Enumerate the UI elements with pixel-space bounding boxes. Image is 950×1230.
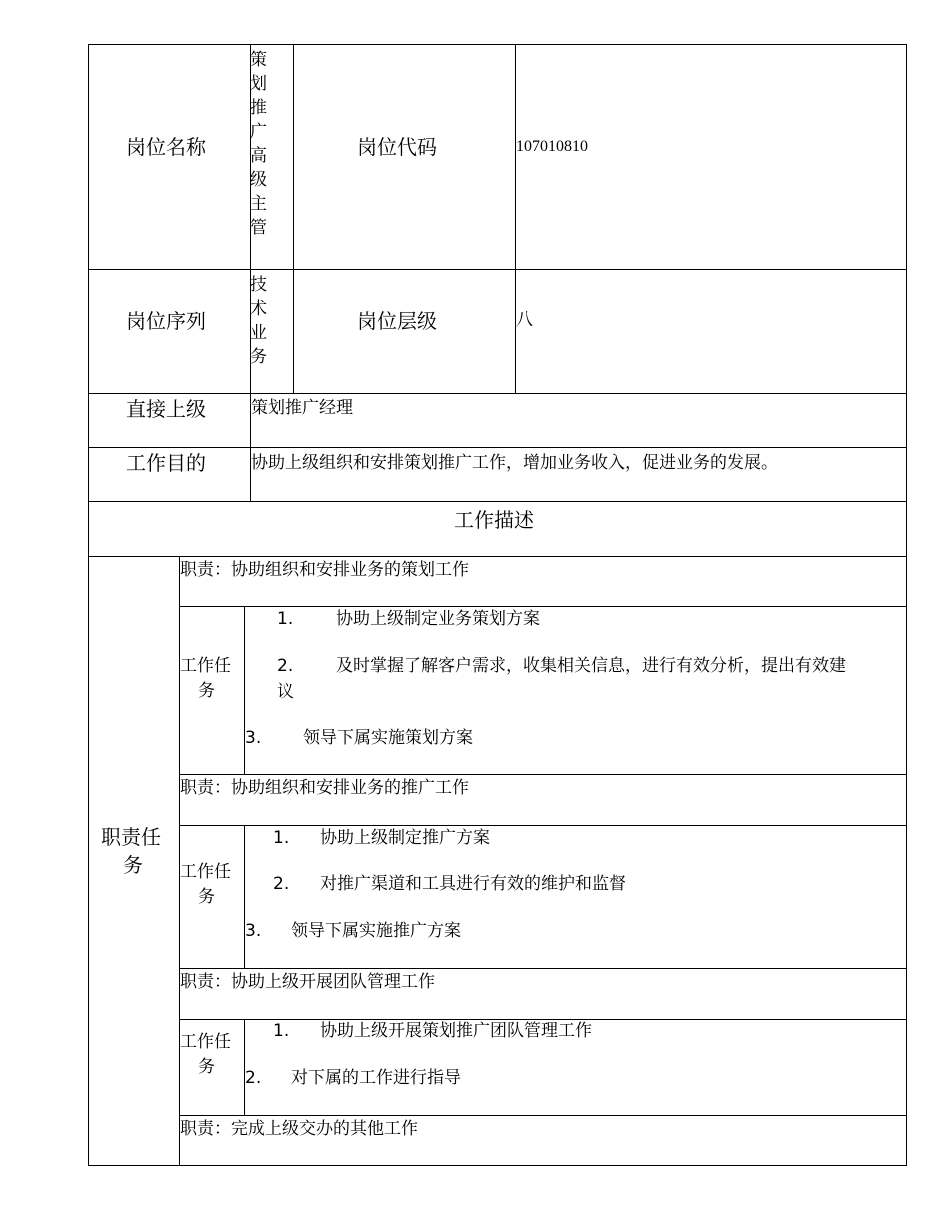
task-3-2: 对下属的工作进行指导 [291,1068,461,1088]
post-name-label: 岗位名称 [126,135,206,159]
row-divider [179,968,907,969]
row-divider [88,269,907,270]
row-divider [88,393,907,394]
purpose-label: 工作目的 [126,451,206,475]
superior-label: 直接上级 [126,397,206,421]
row-divider [88,556,907,557]
post-level-value: 八 [516,310,533,330]
row-divider [179,825,907,826]
purpose-value: 协助上级组织和安排策划推广工作，增加业务收入，促进业务的发展。 [251,453,778,473]
row-divider [88,501,907,502]
row-divider [179,774,907,775]
task-label-2b: 务 [198,887,215,907]
duty-3: 职责：协助上级开展团队管理工作 [180,972,435,992]
task-1-3: 领导下属实施策划方案 [303,728,473,748]
col-divider [244,825,245,969]
task-2-1-num: 1. [273,828,290,848]
task-1-2-cont: 议 [277,682,294,702]
task-2-2: 对推广渠道和工具进行有效的维护和监督 [320,874,626,894]
col-divider [293,44,294,394]
duty-2: 职责：协助组织和安排业务的推广工作 [180,778,469,798]
task-label-1: 工作任 [180,656,231,676]
task-1-2: 及时掌握了解客户需求，收集相关信息，进行有效分析，提出有效建 [336,656,846,676]
post-level-label: 岗位层级 [357,309,437,333]
col-divider [244,606,245,775]
col-divider [179,556,180,1166]
task-2-2-num: 2. [273,874,290,894]
task-3-2-num: 2. [245,1068,262,1088]
row-divider [179,1019,907,1020]
duty-4: 职责：完成上级交办的其他工作 [180,1119,418,1139]
task-label-2: 工作任 [180,862,231,882]
row-divider [179,1115,907,1116]
col-divider [515,44,516,394]
border-left [88,44,89,1166]
task-3-1: 协助上级开展策划推广团队管理工作 [320,1021,592,1041]
duty-side-label: 职责任 [101,825,161,849]
task-1-2-num: 2. [277,656,294,676]
task-2-3-num: 3. [245,921,262,941]
description-title: 工作描述 [454,508,534,532]
duty-1: 职责：协助组织和安排业务的策划工作 [180,560,469,580]
border-right [906,44,907,1166]
task-2-1: 协助上级制定推广方案 [320,828,490,848]
task-3-1-num: 1. [273,1021,290,1041]
row-divider [88,447,907,448]
task-2-3: 领导下属实施推广方案 [291,921,461,941]
border-top [88,44,907,45]
post-code-value: 107010810 [516,138,588,155]
post-series-value: 技 术 业 务 [250,275,267,367]
task-label-1b: 务 [198,681,215,701]
duty-side-label-2: 务 [123,853,143,877]
post-name-value: 策 划 推 广 高 级 主 管 [250,50,267,238]
task-label-3b: 务 [198,1057,215,1077]
superior-value: 策划推广经理 [251,398,353,418]
border-bottom [88,1165,907,1166]
task-1-1: 协助上级制定业务策划方案 [336,609,540,629]
row-divider [179,606,907,607]
task-1-1-num: 1. [277,609,294,629]
post-code-label: 岗位代码 [357,135,437,159]
post-series-label: 岗位序列 [126,309,206,333]
task-1-3-num: 3. [245,728,262,748]
task-label-3: 工作任 [180,1032,231,1052]
